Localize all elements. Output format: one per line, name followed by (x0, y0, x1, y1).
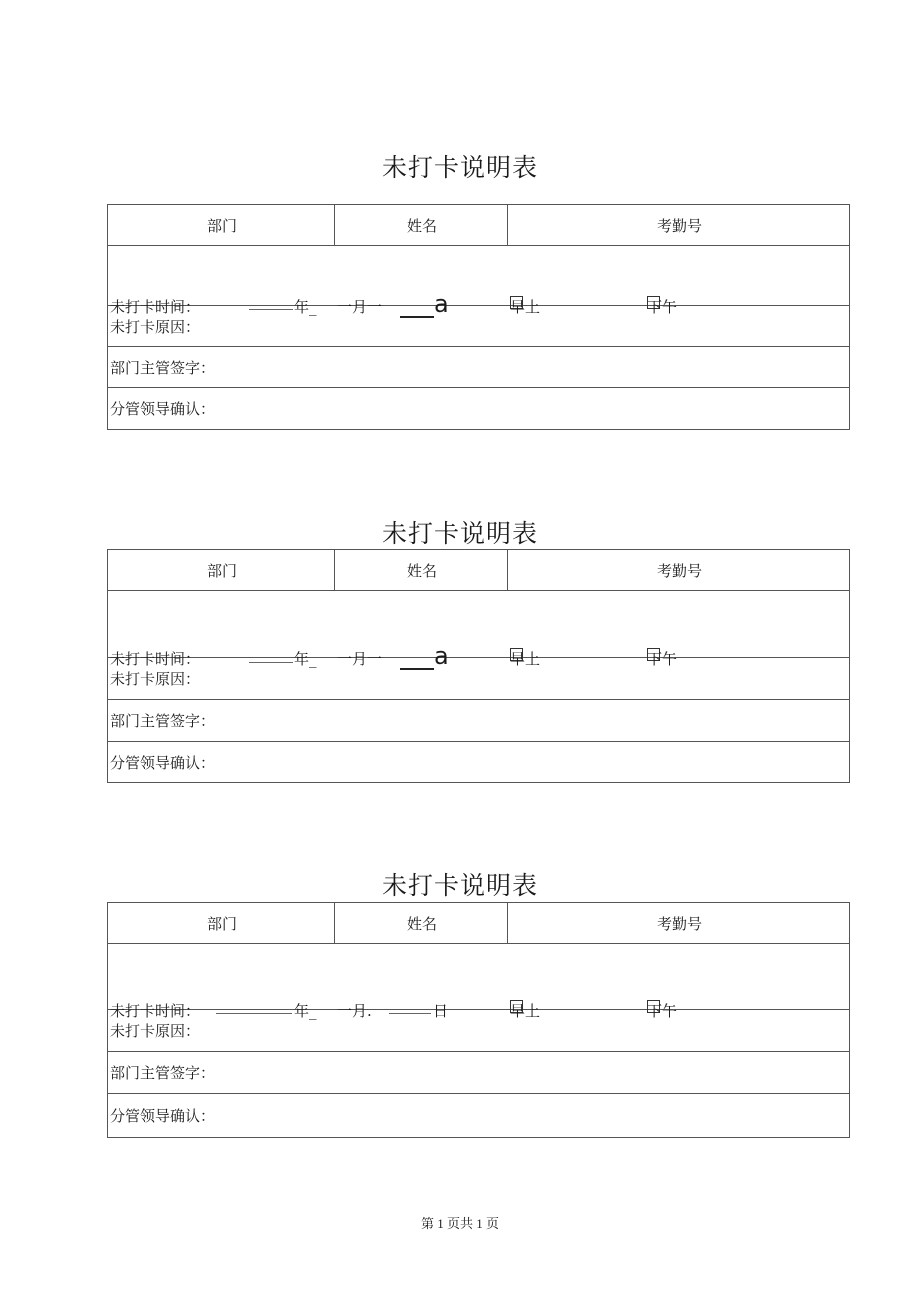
day-field[interactable] (400, 642, 434, 670)
month-label: 一月一 (337, 650, 383, 668)
year-label: 年_ (294, 650, 317, 668)
form-table-2: 部门 姓名 考勤号 未打卡时间： 年_ 一月一 a 早上 下午 未打卡原因： 部门主管签字： 分管领导确认： (107, 549, 850, 783)
missed-time-label: 未打卡时间： (110, 1001, 201, 1020)
form-title-2: 未打卡说明表 (381, 519, 538, 548)
dept-header: 部门 (108, 550, 335, 591)
day-field[interactable] (389, 1000, 431, 1019)
year-field[interactable] (249, 648, 293, 667)
name-header: 姓名 (335, 205, 508, 246)
year-field[interactable] (216, 1000, 292, 1019)
missed-time-label: 未打卡时间： (110, 297, 201, 316)
day-label: a (434, 642, 449, 670)
missed-time-label: 未打卡时间： (110, 650, 201, 668)
month-label: 一月. (337, 1001, 372, 1020)
attendance-no-header: 考勤号 (508, 205, 850, 246)
leader-confirm-label: 分管领导确认： (108, 388, 850, 430)
year-field[interactable] (249, 296, 293, 315)
missed-reason-label: 未打卡原因： (108, 658, 850, 700)
dept-header: 部门 (108, 205, 335, 246)
month-label: 一月一 (337, 297, 383, 316)
year-label: 年_ (294, 1001, 317, 1020)
form-title-1: 未打卡说明表 (381, 153, 538, 182)
missed-reason-label: 未打卡原因： (108, 1010, 850, 1052)
form-table-3: 部门 姓名 考勤号 未打卡时间： 年_ 一月. 日 早上 下午 未打卡原因： 部门主管签字： 分管领导确认： (107, 902, 850, 1138)
day-label: 日 (433, 1001, 449, 1020)
form-table-1: 部门 姓名 考勤号 未打卡时间： 年_ 一月一 a 早上 下午 未打卡原因： 部门主管签字： 分管领导确认： (107, 204, 850, 430)
year-label: 年_ (294, 297, 317, 316)
attendance-no-header: 考勤号 (508, 550, 850, 591)
supervisor-sign-label: 部门主管签字： (108, 1052, 850, 1094)
form-title-3: 未打卡说明表 (381, 871, 538, 900)
page-footer: 第 1 页共 1 页 (420, 1216, 499, 1231)
leader-confirm-label: 分管领导确认： (108, 1094, 850, 1138)
day-field[interactable] (400, 290, 434, 318)
attendance-no-header: 考勤号 (508, 903, 850, 944)
leader-confirm-label: 分管领导确认： (108, 742, 850, 783)
name-header: 姓名 (335, 550, 508, 591)
supervisor-sign-label: 部门主管签字： (108, 347, 850, 388)
name-header: 姓名 (335, 903, 508, 944)
dept-header: 部门 (108, 903, 335, 944)
supervisor-sign-label: 部门主管签字： (108, 700, 850, 742)
missed-reason-label: 未打卡原因： (108, 306, 850, 347)
day-label: a (434, 289, 449, 318)
